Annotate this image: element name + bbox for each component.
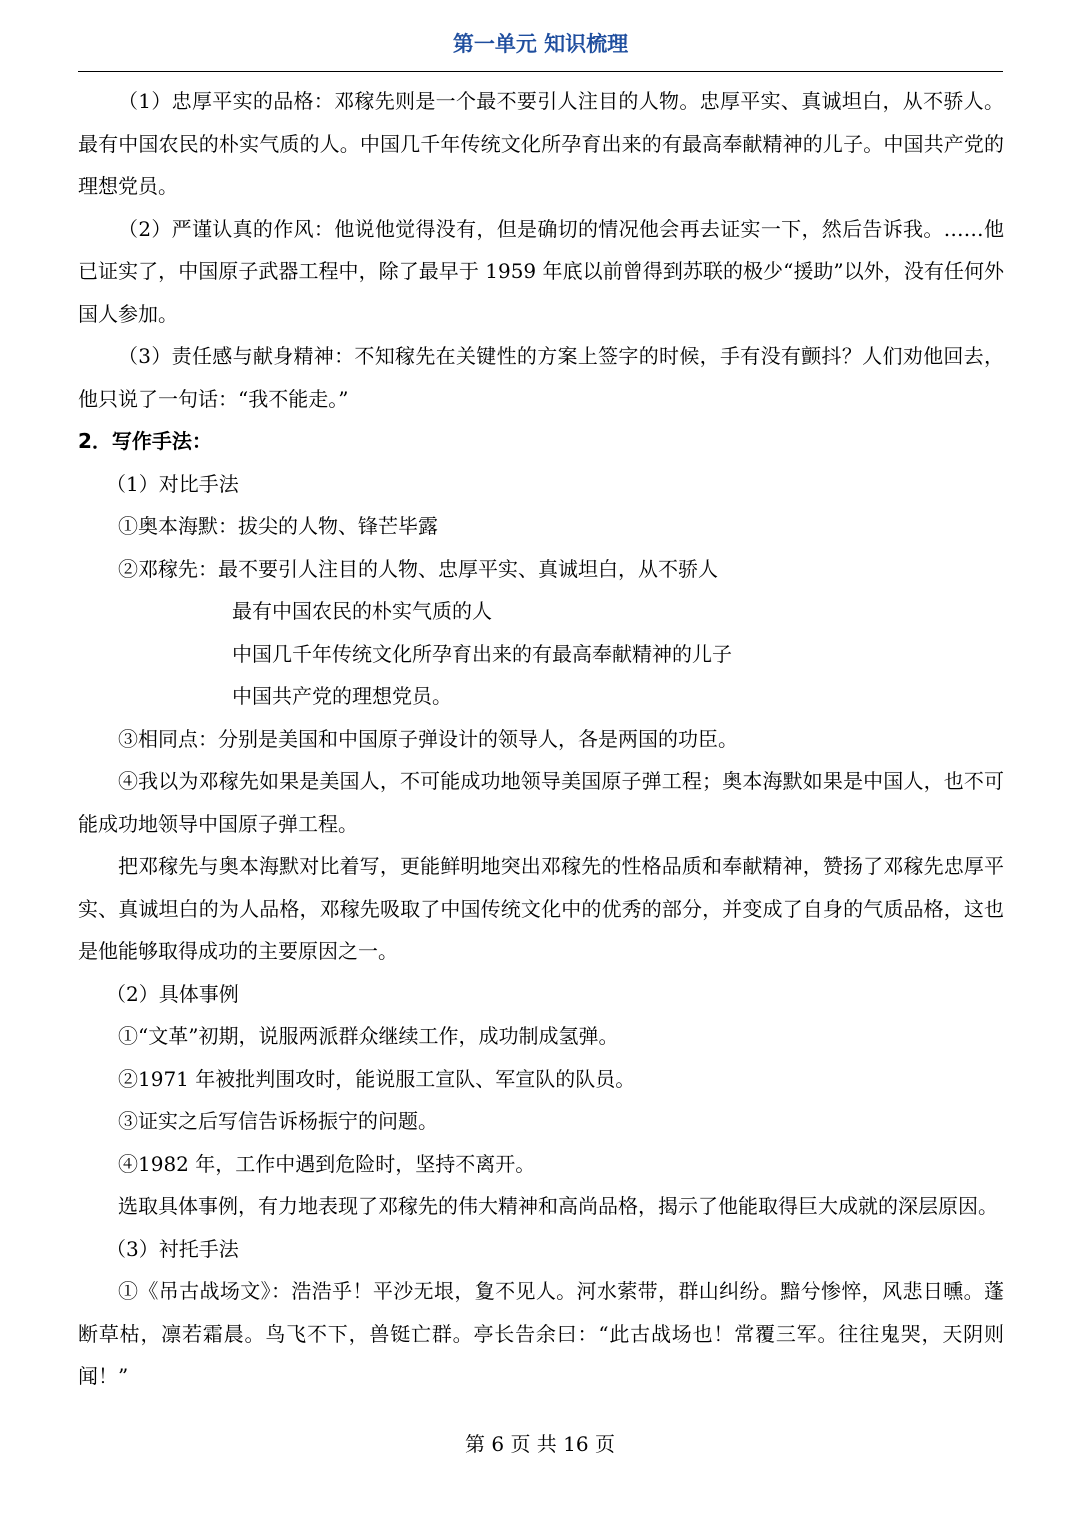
contrast-item-opinion: ④我以为邓稼先如果是美国人，不可能成功地领导美国原子弹工程；奥本海默如果是中国人，也不可能成功地领导中国原子弹工程。 bbox=[78, 769, 1004, 836]
subheading-foil: （3）衬托手法 bbox=[106, 1236, 239, 1261]
contrast-item-deng-line4: 中国共产党的理想党员。 bbox=[232, 684, 452, 708]
contrast-item-oppenheimer: ①奥本海默：拔尖的人物、锋芒毕露 bbox=[118, 514, 438, 538]
page-footer-number: 第 6 页 共 16 页 bbox=[465, 1432, 615, 1456]
paragraph-examples-summary: 选取具体事例，有力地表现了邓稼先的伟大精神和高尚品格，揭示了他能取得巨大成就的深层原因。 bbox=[118, 1194, 998, 1218]
contrast-item-deng: ②邓稼先：最不要引人注目的人物、忠厚平实、真诚坦白，从不骄人 bbox=[118, 556, 718, 581]
paragraph-character: （1）忠厚平实的品格：邓稼先则是一个最不要引人注目的人物。忠厚平实、真诚坦白，从不骄人。最有中国农民的朴实气质的人。中国几千年传统文化所孕育出来的有最高奉献精神的儿子。中国共产党的理想党员。 bbox=[78, 89, 1004, 198]
example-item-2: ②1971 年被批判围攻时，能说服工宣队、军宣队的队员。 bbox=[118, 1066, 636, 1091]
subheading-contrast: （1）对比手法 bbox=[106, 471, 239, 496]
contrast-item-common: ③相同点：分别是美国和中国原子弹设计的领导人，各是两国的功臣。 bbox=[118, 726, 738, 751]
subheading-examples: （2）具体事例 bbox=[106, 981, 239, 1006]
page-header-title: 第一单元 知识梳理 bbox=[452, 32, 629, 56]
example-item-1: ①“文革”初期，说服两派群众继续工作，成功制成氢弹。 bbox=[118, 1024, 619, 1048]
paragraph-style: （2）严谨认真的作风：他说他觉得没有，但是确切的情况他会再去证实一下，然后告诉我。……他已证实了，中国原子武器工程中，除了最早于 1959 年底以前曾得到苏联的极少“援助”以外，没有任何外国人参加。 bbox=[78, 216, 1004, 326]
header-divider bbox=[78, 71, 1003, 72]
paragraph-responsibility: （3）责任感与献身精神：不知稼先在关键性的方案上签字的时候，手有没有颤抖？人们劝他回去，他只说了一句话：“我不能走。” bbox=[78, 344, 1004, 411]
foil-item-1: ①《吊古战场文》：浩浩乎！平沙无垠，夐不见人。河水萦带，群山纠纷。黯兮惨悴，风悲日曛。蓬断草枯，凛若霜晨。鸟飞不下，兽铤亡群。亭长告余曰：“此古战场也！常覆三军。往往鬼哭，天阴则闻！” bbox=[78, 1279, 1004, 1388]
example-item-3: ③证实之后写信告诉杨振宁的问题。 bbox=[118, 1109, 438, 1133]
document-body bbox=[78, 80, 1004, 1398]
example-item-4: ④1982 年，工作中遇到危险时，坚持不离开。 bbox=[118, 1151, 536, 1176]
section-heading-writing-techniques: 2．写作手法： bbox=[78, 429, 212, 453]
paragraph-contrast-summary: 把邓稼先与奥本海默对比着写，更能鲜明地突出邓稼先的性格品质和奉献精神，赞扬了邓稼先忠厚平实、真诚坦白的为人品格，邓稼先吸取了中国传统文化中的优秀的部分，并变成了自身的气质品格，这也是他能够取得成功的主要原因之一。 bbox=[78, 854, 1004, 963]
contrast-item-deng-line3: 中国几千年传统文化所孕育出来的有最高奉献精神的儿子 bbox=[232, 641, 732, 666]
contrast-item-deng-line2: 最有中国农民的朴实气质的人 bbox=[232, 599, 492, 623]
